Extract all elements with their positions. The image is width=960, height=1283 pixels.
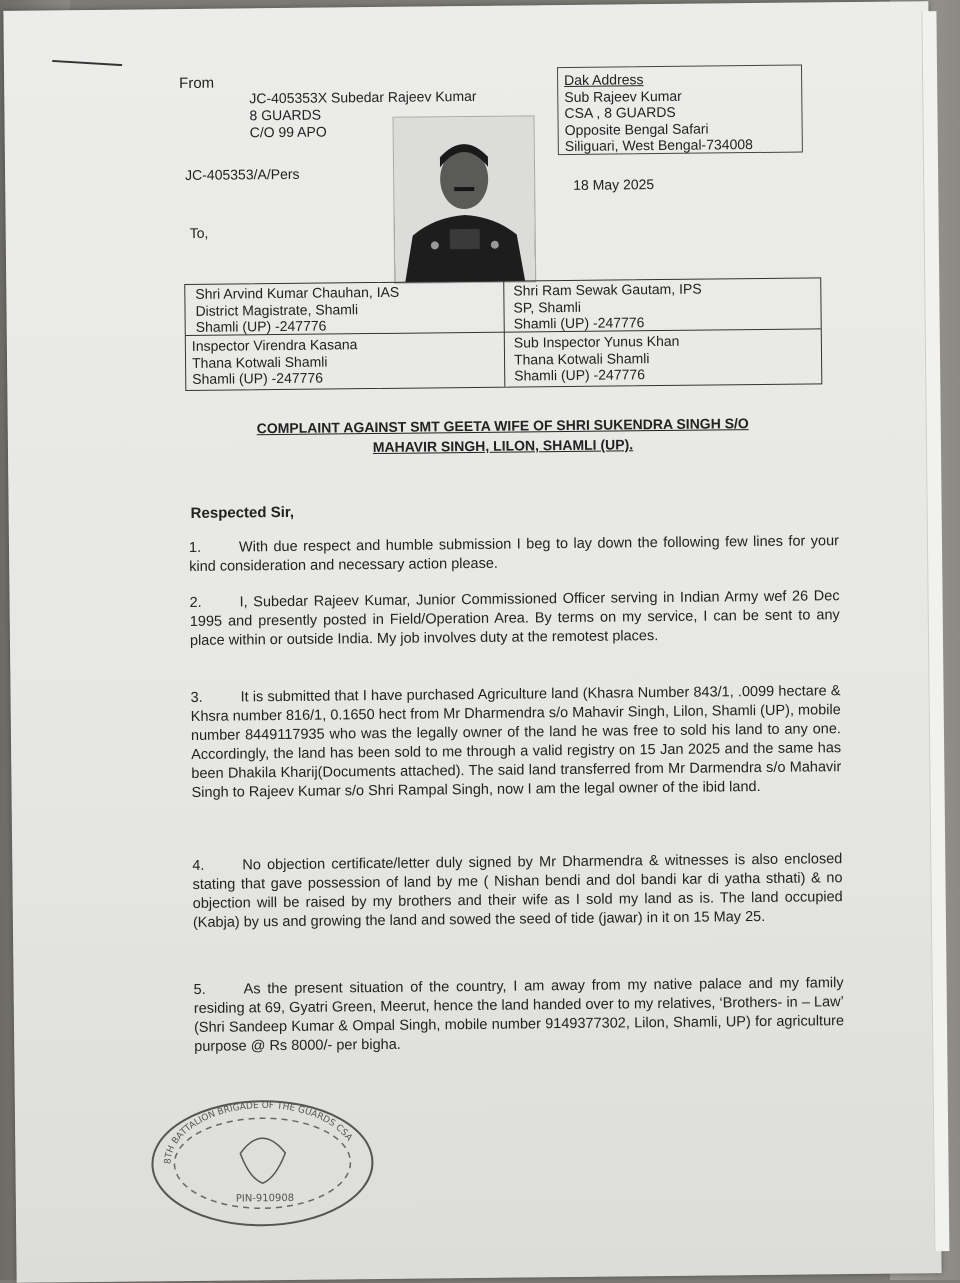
recipients-table	[184, 277, 822, 391]
paragraph-4	[192, 850, 843, 933]
recipient-line: Sub Inspector Yunus Khan	[513, 332, 680, 351]
official-stamp	[145, 1092, 381, 1229]
sender-line: 8 GUARDS	[249, 106, 322, 124]
recipient-line: SP, Shamli	[513, 298, 582, 316]
recipient-line: Shamli (UP) -247776	[513, 314, 645, 332]
paragraph-5	[194, 974, 845, 1057]
recipient-line: District Magistrate, Shamli	[195, 300, 359, 319]
from-label: From	[179, 74, 215, 93]
paragraph-1	[189, 532, 839, 577]
sender-photo	[392, 115, 536, 283]
recipient-line: Shamli (UP) -247776	[192, 369, 324, 387]
dak-address-line: CSA , 8 GUARDS	[564, 103, 676, 122]
dak-address-line: Siliguari, West Bengal-734008	[564, 136, 753, 155]
recipient-line: Thana Kotwali Shamli	[513, 349, 650, 368]
table-divider	[503, 282, 505, 387]
portrait-icon	[394, 116, 536, 282]
dak-address-line: Opposite Bengal Safari	[564, 119, 709, 138]
paragraph-text: No objection certificate/letter duly signed by Mr Dharmendra & witnesses is also enclosed stating that gave possession of land by me ( Nishan bendi and dol bandi kar di yatha sthati) & no objection will be raised by my brothers and their wife as I sold my land as is. The land occupied (Kabja) by us and growing the land and sowed the seed of tide (jawar) in it on 15 May 25.	[192, 851, 843, 931]
pen-mark	[52, 60, 122, 74]
salutation: Respected Sir,	[190, 503, 295, 522]
recipient-inspector	[192, 336, 358, 387]
to-label: To,	[189, 224, 209, 241]
recipient-sp	[513, 281, 702, 332]
dak-address-title: Dak Address	[564, 71, 644, 89]
recipient-line: Shri Ram Sewak Gautam, IPS	[513, 280, 702, 299]
document-page	[3, 1, 941, 1283]
stamp-ring-text: 8TH BATTALION BRIGADE OF THE GUARDS CSA	[163, 1100, 354, 1165]
recipient-dm	[195, 284, 399, 336]
recipient-line: Inspector Virendra Kasana	[191, 336, 358, 354]
paragraph-number: 5.	[193, 981, 206, 998]
recipient-line: Shri Arvind Kumar Chauhan, IAS	[195, 283, 400, 302]
recipient-line: Shamli (UP) -247776	[195, 317, 327, 335]
paragraph-text: I, Subedar Rajeev Kumar, Junior Commissioned Officer serving in Indian Army wef 26 Dec 1995 and presently posted in Field/Operation Area. By terms on my service, I can be sent to any place within or outside India. My job involves duty at the remotest places.	[189, 588, 840, 649]
dak-address-box	[557, 65, 803, 156]
subject-heading	[203, 413, 803, 459]
paragraph-number: 4.	[192, 857, 205, 874]
dak-address-line: Sub Rajeev Kumar	[564, 87, 682, 105]
reference-number: JC-405353/A/Pers	[185, 165, 300, 183]
paragraph-number: 1.	[188, 539, 202, 556]
recipient-sub-inspector	[514, 333, 680, 384]
stamp-pin: PIN-910908	[235, 1192, 295, 1205]
paragraph-text: With due respect and humble submission I beg to lay down the following few lines for your kind consideration and necessary action please.	[189, 533, 840, 575]
sender-line: C/O 99 APO	[249, 123, 327, 141]
paragraph-text: As the present situation of the country, I am away from my native palace and my family residing at 69, Gyatri Green, Meerut, hence the land handed over to my relatives, ‘Brothers- in – Law’ (Shri Sandeep Kumar & Ompal Singh, mobile number 9149377302, Lilon, Shamli, UP) for agriculture purpose @ Rs 8000/- per bigha.	[193, 975, 845, 1055]
paragraph-number: 2.	[189, 594, 202, 611]
sender-line: JC-405353X Subedar Rajeev Kumar	[249, 87, 477, 107]
subject-line: COMPLAINT AGAINST SMT GEETA WIFE OF SHRI SUKENDRA SINGH S/O	[256, 415, 749, 437]
recipient-line: Shamli (UP) -247776	[514, 366, 646, 384]
letter-date: 18 May 2025	[573, 176, 655, 193]
recipient-line: Thana Kotwali Shamli	[191, 353, 328, 371]
subject-line: MAHAVIR SINGH, LILON, SHAMLI (UP).	[372, 436, 634, 456]
stamp-seal-icon	[145, 1092, 381, 1229]
paragraph-2	[189, 587, 840, 651]
paragraph-number: 3.	[190, 689, 203, 706]
paragraph-3	[190, 682, 841, 803]
paragraph-text: It is submitted that I have purchased Agriculture land (Khasra Number 843/1, .0099 hectare & Khsra number 816/1, 0.1650 hect from Mr Dharmendra s/o Mahavir Singh, Lilon, Shamli (UP), mobile number 8449117935 who was the legally owner of the land he was free to sold his land to any one. Accordingly, the land has been sold to me through a valid registry on 15 Jan 2025 and the same has been Dhakila Kharij(Documents attached). The said land transferred from Mr Darmendra s/o Mahavir Singh to Rajeev Kumar s/o Shri Rampal Singh, now I am the legal owner of the ibid land.	[190, 683, 842, 801]
